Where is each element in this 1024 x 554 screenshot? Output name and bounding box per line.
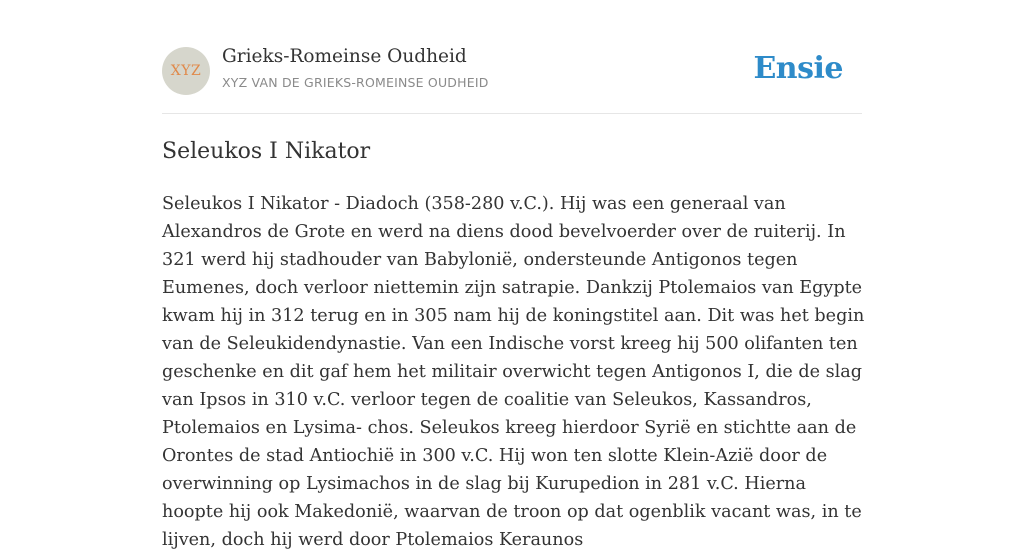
content-container	[162, 0, 865, 550]
source-avatar[interactable]: XYZ	[162, 47, 210, 95]
article-title: Seleukos I Nikator	[162, 139, 371, 164]
ensie-logo[interactable]: Ensie	[753, 51, 843, 86]
source-subtitle[interactable]: XYZ VAN DE GRIEKS-ROMEINSE OUDHEID	[222, 75, 489, 90]
header	[162, 0, 862, 114]
article-body: Seleukos I Nikator - Diadoch (358-280 v.C.). Hij was een generaal van Alexandros de Grote en werd na diens dood bevelvoerder over de ruiterij. In 321 werd hij stadhouder van Babylonië, ondersteunde Antigonos tegen Eumenes, doch verloor niettemin zijn satrapie. Dankzij Ptolemaios van Egypte kwam hij in 312 terug en in 305 nam hij de koningstitel aan. Dit was het begin van de Seleukidendynastie. Van een Indische vorst kreeg hij 500 olifanten ten geschenke en dit gaf hem het militair overwicht tegen Antigonos I, die de slag van Ipsos in 310 v.C. verloor tegen de coalitie van Seleukos, Kassandros, Ptolemaios en Lysima- chos. Seleukos kreeg hierdoor Syrië en stichtte aan de Orontes de stad Antiochië in 300 v.C. Hij won ten slotte Klein-Azië door de overwinning op Lysimachos in de slag bij Kurupedion in 281 v.C. Hierna hoopte hij ook Makedonië, waarvan de troon op dat ogenblik vacant was, in te lijven, doch hij werd door Ptolemaios Keraunos	[162, 194, 865, 550]
source-title[interactable]: Grieks-Romeinse Oudheid	[222, 46, 467, 67]
